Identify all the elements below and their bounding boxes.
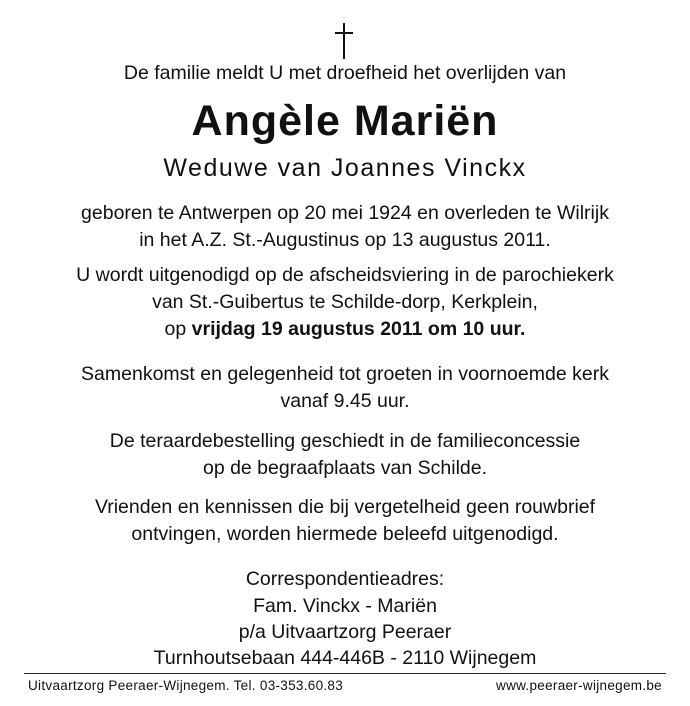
ceremony-line: van St.-Guibertus te Schilde-dorp, Kerkplein, [152, 291, 538, 313]
correspondence-address: Turnhoutsebaan 444-446B - 2110 Wijnegem [153, 647, 537, 669]
birth-death-line: geboren te Antwerpen op 20 mei 1924 en overleden te Wilrijk [81, 202, 609, 224]
invitation-line: Vrienden en kennissen die bij vergetelheid geen rouwbrief [94, 496, 596, 518]
correspondence-name: Fam. Vinckx - Mariën [253, 595, 437, 617]
intro-text: De familie meldt U met droefheid het overlijden van [123, 62, 567, 84]
gathering-line: vanaf 9.45 uur. [280, 390, 410, 412]
gathering-line: Samenkomst en gelegenheid tot groeten in voornoemde kerk [81, 363, 609, 385]
ceremony-date-line [0, 317, 690, 341]
deceased-name: Angèle Mariën [191, 97, 499, 145]
footer-company-phone: Uitvaartzorg Peeraer-Wijnegem. Tel. 03-353.60.83 [28, 678, 344, 693]
spouse-line: Weduwe van Joannes Vinckx [163, 154, 527, 182]
footer-divider [24, 673, 666, 674]
burial-line: op de begraafplaats van Schilde. [202, 457, 488, 479]
ceremony-line: U wordt uitgenodigd op de afscheidsviering in de parochiekerk [76, 264, 614, 286]
latin-cross-icon [330, 22, 358, 60]
ceremony-date: vrijdag 19 augustus 2011 om 10 uur. [191, 318, 526, 340]
burial-line: De teraardebestelling geschiedt in de familieconcessie [109, 430, 581, 452]
footer-website: www.peeraer-wijnegem.be [496, 678, 662, 693]
birth-death-line: in het A.Z. St.-Augustinus op 13 augustus 2011. [139, 229, 551, 251]
correspondence-care-of: p/a Uitvaartzorg Peeraer [238, 621, 452, 643]
correspondence-heading: Correspondentieadres: [245, 568, 445, 590]
invitation-line: ontvingen, worden hiermede beleefd uitgenodigd. [131, 523, 559, 545]
ceremony-date-prefix: op [164, 318, 192, 340]
